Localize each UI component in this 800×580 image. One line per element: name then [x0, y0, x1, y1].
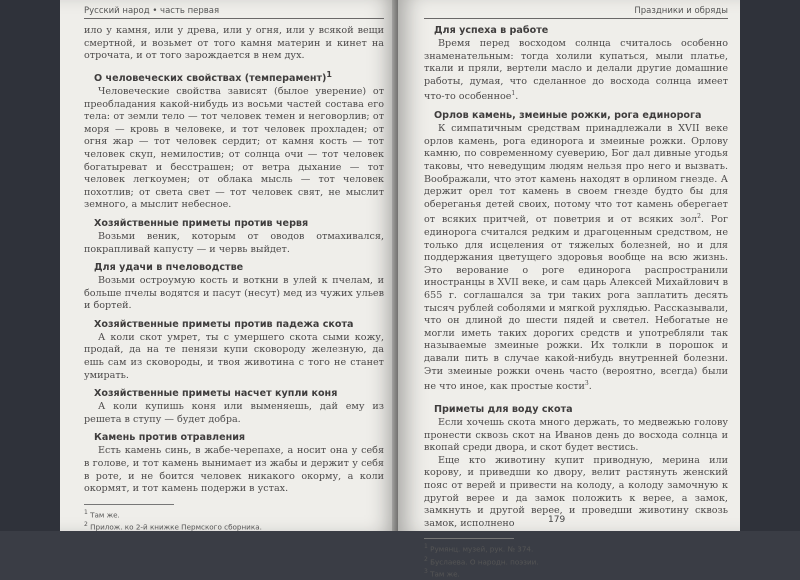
section-heading	[84, 69, 384, 85]
footnote	[424, 555, 728, 567]
section-text: Есть камень синь, в жабе-черепахе, а носит она у себя в голове, и тот камень вынимает из жабы и держит у себя в роте, и не боится человек никакого окорму, а коли окормят, и тот камень подержи в устах.	[84, 445, 384, 495]
footnote	[424, 567, 728, 579]
background-left	[0, 0, 60, 531]
section-heading: Камень против отравления	[94, 432, 246, 444]
section-heading: Хозяйственные приметы против червя	[94, 217, 309, 229]
section-heading: Приметы для воду скота	[434, 404, 573, 415]
section-heading: Для успеха в работе	[434, 25, 549, 36]
section-text: Возьми остроумую кость и воткни в улей к пчелам, и больше пчелы водятся и пасут (несут) мед из чужих ульев и бортей.	[84, 275, 384, 312]
section-text-body: Время перед восходом солнца считалось особенно знаменательным: тогда холили купаться, мыли платье, ткали и пряли, вертели масло и делали другие домашние работы, думая, что сделанное до восхода солнца имеет что-то особенное	[424, 38, 728, 103]
footnote-ref: 2	[697, 213, 701, 221]
footnote-text: Румянц. музей, рук. № 374.	[430, 544, 534, 554]
running-header-right: Праздники и обряды	[424, 6, 728, 19]
section-text: К симпатичным средствам принадлежали в XVII веке орлов камень, рога единорога и змеиные рожки. Орлову камню, по современному суеверию, Бог дал дивные угодья таковы, что неведущим людям нельзя про него и вызвать. Воображали, что этот камень находят в орлином гнезде. А держит орел тот камень в своем гнезде будто бы для обереганья детей своих, потому что тот камень оберегает от всяких притчей, от поветрия и от всяких зол$^2$. Рог единорога считался редким и драгоценным средством, не только для исцеления от тяжелых болезней, но и для поддержания цветущего здоровья вообще на всю жизнь. Это верование о роге единорога распространили иностранцы в XVII веке, и сам царь Алексей Михайлович в 655 г. соглашался за три таких рога заплатить десять тысяч рублей соболями и мягкой рухлядью. Рассказывали, что он длиной до шести пядей и светел. Небогатые не могли иметь таких дорогих средств и употребляли так называемые змеиные рожки. Их толкли в порошок и давали пить в случае какой-нибудь внутренней болезни. Эти змеиные рожки очень часто (вероятно, всегда) были не что иное, как простые кости$^3$.	[424, 123, 728, 393]
footnote-text: Там же.	[430, 569, 460, 579]
heading-footnote-ref: 1	[326, 69, 332, 79]
background-right	[740, 0, 800, 531]
footnote	[424, 542, 728, 554]
footnote-text: Буслаева. О народн. поэзии.	[430, 557, 539, 567]
section-text: Если хочешь скота много держать, то медвежью голову пронести сквозь скот на Иванов день до восхода солнца и вкопай среди двора, и скот будет вестись.	[424, 417, 728, 454]
footnote-divider	[84, 504, 174, 505]
section-heading: Хозяйственные приметы против падежа скота	[94, 318, 354, 330]
footnote-number: 1	[424, 543, 428, 551]
section-heading: Орлов камень, змеиные рожки, рога единорога	[434, 110, 702, 122]
footnote-number: 1	[84, 508, 88, 516]
section-heading: Хозяйственные приметы насчет купли коня	[94, 388, 338, 400]
section-text: А коли купишь коня или выменяешь, дай ему из решета в ступу — будет добра.	[84, 401, 384, 425]
footnote	[84, 520, 384, 532]
footnote-number: 3	[424, 568, 428, 576]
intro-paragraph: ило у камня, или у древа, или у огня, или у всякой вещи смертной, и возьмет от того камня материн и кинет на отрочата, и от того зарождается в нем дух.	[84, 25, 384, 62]
footnote-text: Там же.	[90, 510, 120, 520]
right-page	[398, 0, 740, 579]
footnote	[84, 508, 384, 520]
footnote-divider	[424, 538, 514, 539]
section-text: Человеческие свойства зависят (былое уверение) от преобладания какой-нибудь из восьми частей состава его тела: от земли тело — тот человек темен и неговорлив; от моря — кровь в человеке, и тот человек прохладен; от огня жар — тот человек сердит; от камня кость — тот человек скуп, немилостив; от солнца очи — тот человек богатыреват и бесстрашен; от ветра дыхание — тот человек легкоумен; от облака мысль — тот человек похотлив; от света свет — тот человек свят, не мыслит земного, а мыслит небесное.	[84, 85, 384, 211]
section-text: Возьми веник, которым от оводов отмахивался, покрапливай капусту — и червь выйдет.	[84, 230, 384, 255]
section-heading: Для удачи в пчеловодстве	[94, 262, 244, 274]
footnote-ref: 3	[584, 380, 589, 388]
section-text: Время перед восходом солнца считалось особенно знаменательным: тогда холили купаться, мыли платье, ткали и пряли, вертели масло и делали другие домашние работы, думая, что сделанное до восхода солнца имеет что-то особенное$^1$.	[424, 38, 728, 103]
footnote-ref: 1	[511, 90, 516, 98]
section-text-body: К симпатичным средствам принадлежали в XVII веке орлов камень, рога единорога и змеиные рожки. Орлову камню, по современному суеверию, Бог дал дивные угодья таковы, что неведущим людям нельзя про него и вызвать. Воображали, что этот камень находят в орлином гнезде. А держит орел тот камень в своем гнезде будто бы для обереганья детей своих, потому что тот камень оберегает от всяких притчей, от поветрия и от всяких зол	[424, 123, 728, 226]
heading-text: О человеческих свойствах (темперамент)	[94, 72, 327, 84]
footnote-number: 2	[84, 521, 88, 529]
footnote-text: Прилож. ко 2-й книжке Пермского сборника.	[90, 522, 262, 532]
section-text: Еще кто животину купит приводную, мерина или корову, и приведши ко двору, велит растянуть женский пояс от верей и привести на колоду, а колоду замочную к другой верее и да замок положить к верее, а замок, замкнуть и другой верее, и проведши животину сквозь замок, исполнено	[424, 454, 728, 529]
running-header-left: Русский народ • часть первая	[84, 6, 384, 19]
left-page	[60, 0, 398, 531]
section-text: А коли скот умрет, ты с умершего скота сыми кожу, продай, да на те пенязи купи сковороду железную, да ешь сам из сковороды, и твоя животина с того не станет умирать.	[84, 331, 384, 381]
page-number: 179	[548, 515, 566, 525]
section-text-body: Рог единорога считался редким и драгоценным средством, не только для исцеления от тяжелых болезней, но и для поддержания цветущего здоровья вообще на всю жизнь. Это верование о роге единорога распространили иностранцы в XVII веке, и сам царь Алексей Михайлович в 655 г. соглашался за три таких рога заплатить десять тысяч рублей соболями и мягкой рухлядью. Рассказывали, что он длиной до шести пядей и светел. Небогатые не могли иметь таких дорогих средств и употребляли так называемые змеиные рожки. Их толкли в порошок и давали пить в случае какой-нибудь внутренней болезни. Эти змеиные рожки очень часто (вероятно, всегда) были не что иное, как простые кости	[424, 214, 728, 393]
footnote-number: 2	[424, 555, 428, 563]
